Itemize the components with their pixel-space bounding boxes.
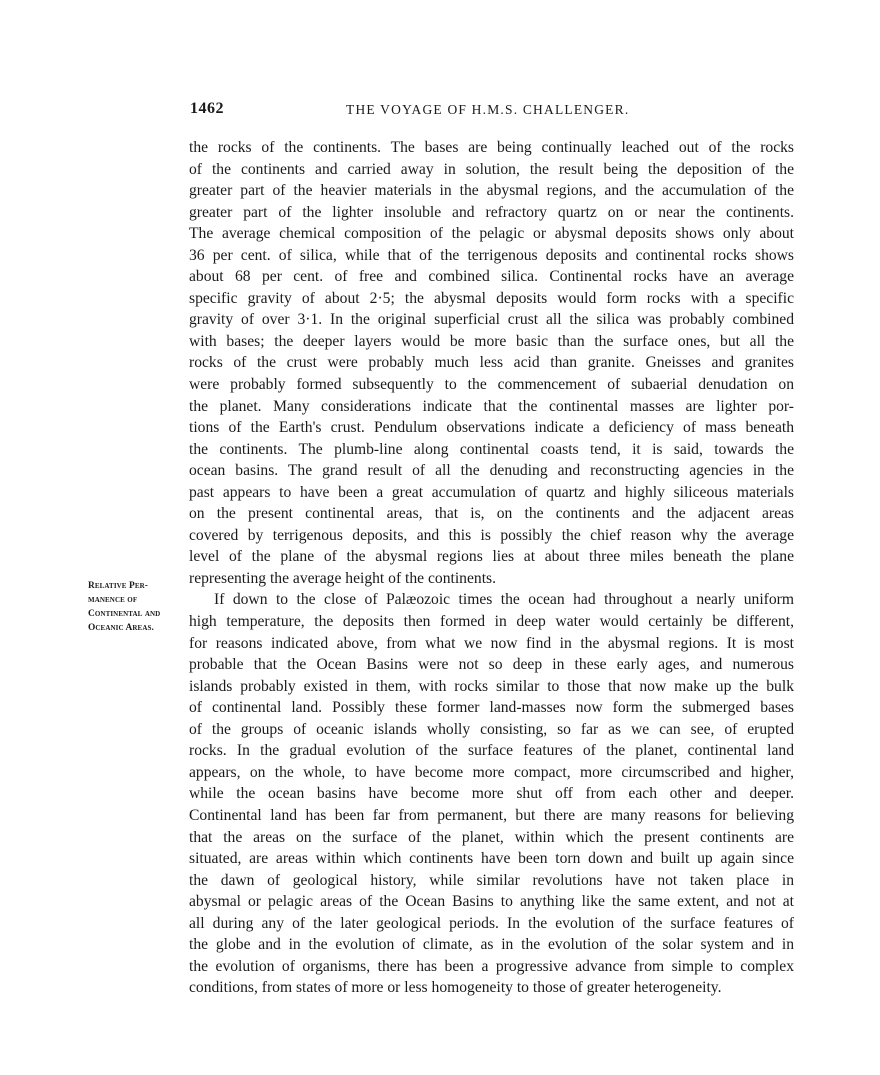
- body-text: [189, 137, 794, 999]
- text-line: the rocks of the continents. The bases are being continually leached out of the rocks: [189, 139, 794, 156]
- text-line: islands probably existed in them, with rocks similar to those that now make up the bulk: [189, 677, 794, 695]
- text-line: the planet. Many considerations indicate that the continental masses are lighter por-: [189, 397, 794, 415]
- text-line: abysmal or pelagic areas of the Ocean Basins to anything like the same extent, and not at: [189, 893, 794, 911]
- page-number: 1462: [190, 100, 224, 117]
- text-line: while the ocean basins have become more shut off from each other and deeper.: [189, 785, 794, 803]
- text-line: of the continents and carried away in solution, the result being the deposition of the: [189, 160, 794, 178]
- margin-note-line: Relative Per-: [88, 581, 148, 591]
- text-line: gravity of over 3·1. In the original superficial crust all the silica was probably combined: [189, 311, 794, 329]
- text-line: ocean basins. The grand result of all the denuding and reconstructing agencies in the: [189, 462, 794, 480]
- text-line: rocks of the crust were probably much less acid than granite. Gneisses and granites: [189, 354, 794, 372]
- text-line: the globe and in the evolution of climate, as in the evolution of the solar system and in: [189, 936, 794, 954]
- text-line: all during any of the later geological periods. In the evolution of the surface features of: [189, 914, 794, 932]
- text-line: appears, on the whole, to have become more compact, more circumscribed and higher,: [189, 763, 794, 781]
- text-line: that the areas on the surface of the planet, within which the present continents are: [189, 828, 794, 846]
- margin-note-line: Continental and: [88, 609, 161, 619]
- text-line: past appears to have been a great accumulation of quartz and highly siliceous materials: [189, 483, 794, 501]
- text-line: greater part of the heavier materials in the abysmal regions, and the accumulation of the: [189, 182, 794, 200]
- text-line: level of the plane of the abysmal regions lies at about three miles beneath the plane: [189, 548, 794, 566]
- text-line: representing the average height of the continents.: [189, 569, 496, 587]
- text-line: 36 per cent. of silica, while that of the terrigenous deposits and continental rocks shows: [189, 246, 794, 264]
- text-line: on the present continental areas, that is, on the continents and the adjacent areas: [189, 505, 794, 523]
- text-line: the dawn of geological history, while similar revolutions have not taken place in: [189, 871, 794, 889]
- margin-note-line: Oceanic Areas.: [88, 623, 154, 633]
- text-line: tions of the Earth's crust. Pendulum observations indicate a deficiency of mass beneath: [189, 419, 794, 437]
- text-line: with bases; the deeper layers would be more basic than the surface ones, but all the: [189, 332, 794, 350]
- running-title: THE VOYAGE OF H.M.S. CHALLENGER.: [346, 102, 630, 117]
- text-line: The average chemical composition of the pelagic or abysmal deposits shows only about: [189, 225, 794, 243]
- text-line: greater part of the lighter insoluble and refractory quartz on or near the continents.: [189, 203, 794, 221]
- text-line: of continental land. Possibly these former land-masses now form the submerged bases: [189, 699, 794, 717]
- text-line: about 68 per cent. of free and combined silica. Continental rocks have an average: [189, 268, 794, 286]
- text-line: high temperature, the deposits then formed in deep water would certainly be different,: [189, 613, 794, 631]
- paragraph-2: [189, 589, 794, 998]
- text-line: Continental land has been far from permanent, but there are many reasons for believing: [189, 806, 794, 824]
- text-line: covered by terrigenous deposits, and this is possibly the chief reason why the average: [189, 526, 794, 544]
- margin-note-line: manence of: [88, 595, 138, 605]
- text-line: rocks. In the gradual evolution of the surface features of the planet, continental land: [189, 742, 794, 760]
- text-line: for reasons indicated above, from what we now find in the abysmal regions. It is most: [189, 634, 794, 652]
- text-line: were probably formed subsequently to the commencement of subaerial denudation on: [189, 376, 794, 394]
- text-line: the continents. The plumb-line along continental coasts tend, it is said, towards the: [189, 440, 794, 458]
- text-line: of the groups of oceanic islands wholly consisting, so far as we can see, of erupted: [189, 720, 794, 738]
- page-header: [0, 100, 880, 124]
- text-line: conditions, from states of more or less homogeneity to those of greater heterogeneity.: [189, 979, 722, 997]
- margin-note: [88, 579, 192, 635]
- text-line: probable that the Ocean Basins were not so deep in these early ages, and numerous: [189, 656, 794, 674]
- text-line: the evolution of organisms, there has been a progressive advance from simple to complex: [189, 957, 794, 975]
- text-line: If down to the close of Palæozoic times the ocean had throughout a nearly uniform: [214, 591, 794, 609]
- text-line: situated, are areas within which continents have been torn down and built up again since: [189, 850, 794, 868]
- text-line: specific gravity of about 2·5; the abysmal deposits would form rocks with a specific: [189, 289, 794, 307]
- paragraph-1: [189, 137, 794, 589]
